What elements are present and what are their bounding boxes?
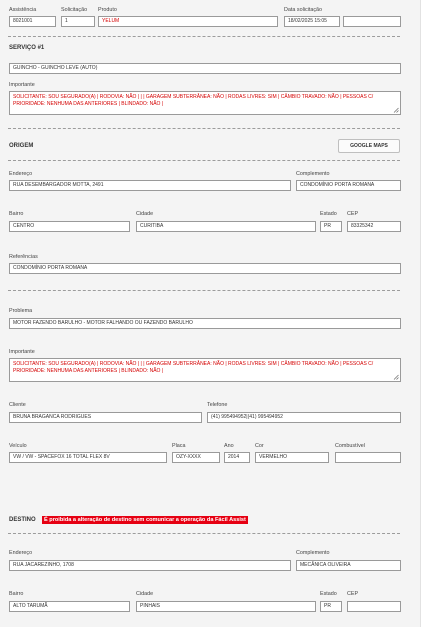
assistencia-label: Assistência [9, 7, 37, 13]
origem-estado-label: Estado [320, 211, 337, 217]
importante-text: SOLICITANTE: SOU SEGURADO(A) | RODOVIA: NÃO | | | GARAGEM SUBTERRÂNEA: NÃO | RODAS LIVRES: SIM | CÂMBIO TRAVADO: NÃO | PESSOAS C/ PRIORIDADE: NENHUMA DAS ANTERIORES | BLINDADO: NÃO | [13, 94, 374, 107]
origem-bairro-field[interactable]: CENTRO [9, 221, 130, 232]
divider [8, 36, 400, 37]
destino-endereco-field[interactable]: RUA JACAREZINHO, 1708 [9, 560, 291, 571]
cliente-label: Cliente [9, 402, 26, 408]
origem-title: ORIGEM [9, 143, 34, 149]
destino-warning-badge: É proibida a alteração de destino sem comunicar a operação da Fácil Assist [44, 517, 246, 523]
origem-estado-field[interactable]: PR [320, 221, 342, 232]
veiculo-label: Veículo [9, 443, 27, 449]
importante-textarea[interactable] [9, 91, 401, 115]
origem-cidade-label: Cidade [136, 211, 154, 217]
problema-importante-label: Importante [9, 349, 35, 355]
destino-complemento-field[interactable]: MECÂNICA OLIVEIRA [296, 560, 401, 571]
origem-complemento-label: Complemento [296, 171, 330, 177]
origem-bairro-label: Bairro [9, 211, 24, 217]
destino-estado-label: Estado [320, 591, 337, 597]
referencias-field[interactable]: CONDOMÍNIO PORTA ROMANA [9, 263, 401, 274]
problema-importante-textarea[interactable] [9, 358, 401, 382]
problema-importante-text: SOLICITANTE: SOU SEGURADO(A) | RODOVIA: NÃO | | | GARAGEM SUBTERRÂNEA: NÃO | RODAS LIVRES: SIM | CÂMBIO TRAVADO: NÃO | PESSOAS C/ PRIORIDADE: NENHUMA DAS ANTERIORES | BLINDADO: NÃO | [13, 361, 374, 374]
destino-cep-label: CEP [347, 591, 359, 597]
data-solicitacao-label: Data solicitação [284, 7, 323, 13]
cor-field[interactable]: VERMELHO [255, 452, 329, 463]
destino-cidade-label: Cidade [136, 591, 154, 597]
servico-field[interactable]: GUINCHO - GUINCHO LEVE (AUTO) [9, 63, 401, 74]
produto-label: Produto [98, 7, 117, 13]
destino-title: DESTINO [9, 517, 36, 523]
ano-label: Ano [224, 443, 234, 449]
resize-grip-icon[interactable] [393, 374, 399, 380]
telefone-field[interactable]: (41) 995494952|(41) 995494952 [207, 412, 401, 423]
importante-label: Importante [9, 82, 35, 88]
destino-bairro-label: Bairro [9, 591, 24, 597]
divider [8, 160, 400, 161]
combustivel-label: Combustível [335, 443, 365, 449]
combustivel-field[interactable] [335, 452, 401, 463]
destino-estado-field[interactable]: PR [320, 601, 342, 612]
origem-cep-label: CEP [347, 211, 359, 217]
google-maps-button[interactable]: GOOGLE MAPS [338, 139, 400, 153]
problema-label: Problema [9, 308, 33, 314]
destino-complemento-label: Complemento [296, 550, 330, 556]
origem-cidade-field[interactable]: CURITIBA [136, 221, 316, 232]
origem-endereco-label: Endereço [9, 171, 33, 177]
ano-field[interactable]: 2014 [224, 452, 250, 463]
solicitacao-field[interactable]: 1 [61, 16, 95, 27]
assistencia-field[interactable]: 8021001 [9, 16, 56, 27]
produto-field[interactable]: YELUM [98, 16, 278, 27]
cor-label: Cor [255, 443, 264, 449]
cliente-field[interactable]: BRUNA BRAGANCA RODRIGUES [9, 412, 202, 423]
problema-field[interactable]: MOTOR FAZENDO BARULHO - MOTOR FALHANDO OU FAZENDO BARULHO [9, 318, 401, 329]
data-solicitacao-extra-field[interactable] [343, 16, 401, 27]
origem-endereco-field[interactable]: RUA DESEMBARGADOR MOTTA, 2491 [9, 180, 291, 191]
solicitacao-label: Solicitação [61, 7, 88, 13]
placa-label: Placa [172, 443, 186, 449]
veiculo-field[interactable]: VW / VW - SPACEFOX 16 TOTAL FLEX 8V [9, 452, 167, 463]
destino-cep-field[interactable] [347, 601, 401, 612]
divider [8, 533, 400, 534]
origem-complemento-field[interactable]: CONDOMÍNIO PORTA ROMANA [296, 180, 401, 191]
resize-grip-icon[interactable] [393, 107, 399, 113]
telefone-label: Telefone [207, 402, 228, 408]
destino-bairro-field[interactable]: ALTO TARUMÃ [9, 601, 130, 612]
placa-field[interactable]: OZY-XXXX [172, 452, 220, 463]
referencias-label: Referências [9, 254, 38, 260]
destino-endereco-label: Endereço [9, 550, 33, 556]
divider [8, 290, 400, 291]
origem-cep-field[interactable]: 83325342 [347, 221, 401, 232]
servico-title: SERVIÇO #1 [9, 45, 45, 51]
data-solicitacao-field[interactable]: 18/02/2025 15:05 [284, 16, 340, 27]
destino-cidade-field[interactable]: PINHAIS [136, 601, 316, 612]
divider [8, 128, 400, 129]
